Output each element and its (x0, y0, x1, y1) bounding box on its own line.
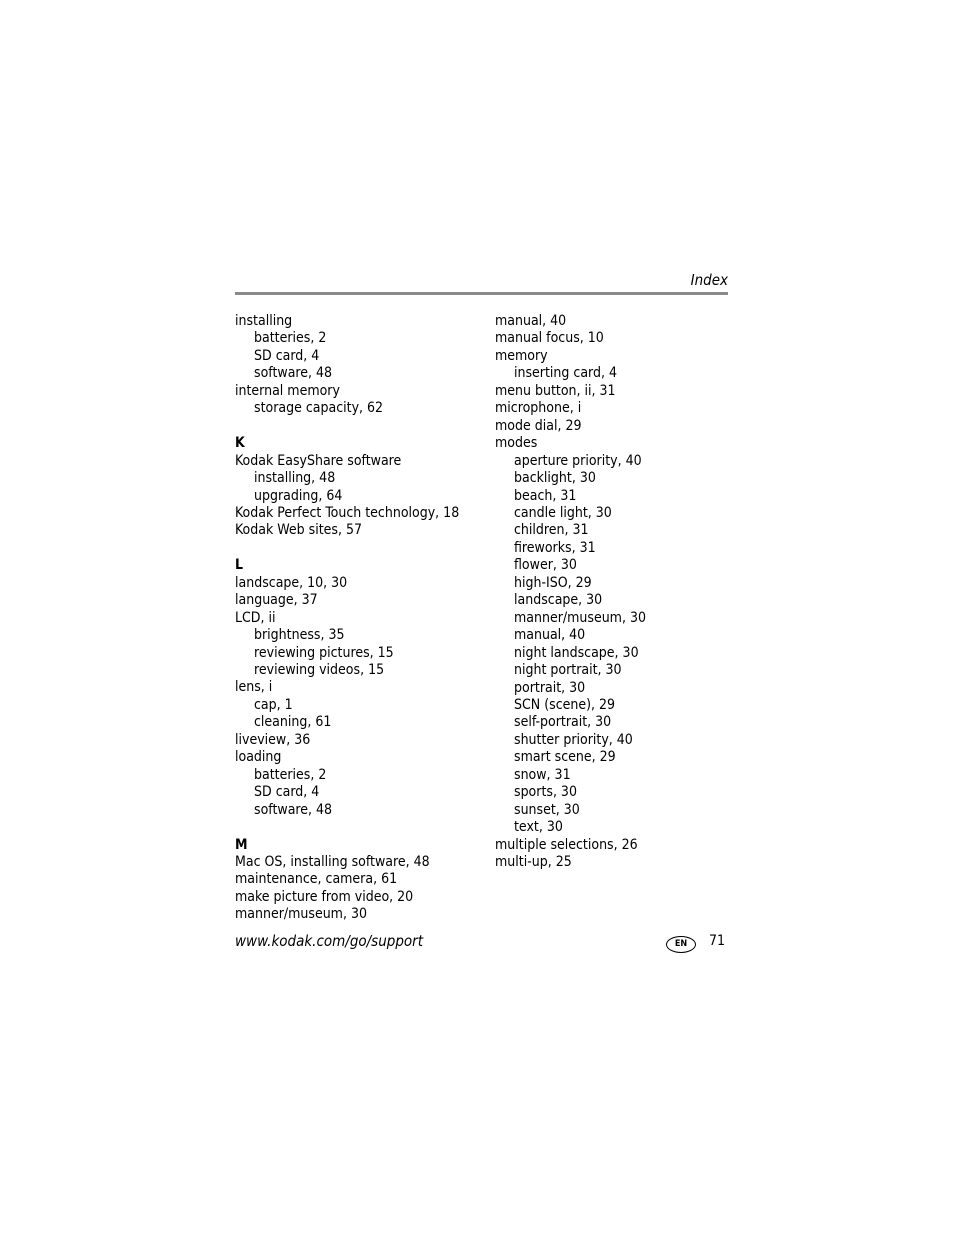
index-entry: menu button, ii, 31 (495, 382, 616, 399)
index-letter-heading: M (235, 836, 248, 853)
index-subentry: smart scene, 29 (514, 749, 616, 766)
index-subentry: storage capacity, 62 (254, 400, 384, 417)
index-subentry: fireworks, 31 (514, 539, 596, 556)
index-letter-heading: L (235, 557, 244, 574)
index-entry: LCD, ii (235, 609, 276, 626)
index-subentry: batteries, 2 (254, 766, 327, 783)
index-subentry: high-ISO, 29 (514, 574, 592, 591)
index-entry: mode dial, 29 (495, 417, 582, 434)
page-header-title: Index (690, 271, 728, 289)
header-divider (235, 292, 728, 295)
index-entry: liveview, 36 (235, 731, 311, 748)
index-column-right (495, 313, 725, 872)
index-subentry: batteries, 2 (254, 330, 327, 347)
index-subentry: upgrading, 64 (254, 487, 343, 504)
index-subentry: aperture priority, 40 (514, 452, 642, 469)
index-entry: make picture from video, 20 (235, 888, 414, 905)
index-entry: Kodak Web sites, 57 (235, 522, 362, 539)
index-entry: language, 37 (235, 592, 318, 609)
index-column-left (235, 313, 485, 924)
index-entry: modes (495, 435, 538, 452)
index-subentry: manner/museum, 30 (514, 609, 646, 626)
index-subentry: inserting card, 4 (514, 365, 617, 382)
index-entry: loading (235, 749, 282, 766)
index-entry: manual, 40 (495, 313, 567, 329)
index-entry: manner/museum, 30 (235, 906, 367, 923)
index-subentry: cleaning, 61 (254, 714, 332, 731)
index-subentry: shutter priority, 40 (514, 731, 633, 748)
index-subentry: backlight, 30 (514, 470, 596, 487)
index-subentry: manual, 40 (514, 627, 586, 644)
support-url-link[interactable]: www.kodak.com/go/support (235, 932, 423, 950)
index-subentry: flower, 30 (514, 557, 577, 574)
index-entry: microphone, i (495, 400, 582, 417)
index-subentry: installing, 48 (254, 470, 336, 487)
index-subentry: text, 30 (514, 819, 563, 836)
index-subentry: night portrait, 30 (514, 662, 622, 679)
page-number: 71 (709, 933, 726, 949)
index-entry: manual focus, 10 (495, 330, 604, 347)
index-entry: Mac OS, installing software, 48 (235, 854, 430, 870)
index-subentry: SD card, 4 (254, 784, 320, 801)
index-entry: landscape, 10, 30 (235, 574, 348, 591)
index-entry: multiple selections, 26 (495, 836, 638, 853)
index-subentry: reviewing videos, 15 (254, 662, 385, 679)
index-subentry: candle light, 30 (514, 504, 612, 521)
index-entry: maintenance, camera, 61 (235, 871, 398, 888)
index-entry: memory (495, 347, 548, 364)
index-subentry: landscape, 30 (514, 592, 603, 609)
index-subentry: sports, 30 (514, 784, 577, 801)
index-entry: Kodak EasyShare software (235, 452, 402, 469)
index-subentry: brightness, 35 (254, 627, 345, 644)
index-subentry: SCN (scene), 29 (514, 696, 616, 713)
index-subentry: children, 31 (514, 522, 589, 539)
index-entry: installing (235, 313, 293, 329)
language-badge: EN (666, 936, 696, 953)
index-subentry: night landscape, 30 (514, 644, 639, 661)
index-subentry: cap, 1 (254, 696, 293, 713)
index-subentry: software, 48 (254, 801, 333, 818)
index-subentry: self-portrait, 30 (514, 714, 612, 731)
index-entry: multi-up, 25 (495, 854, 572, 871)
index-entry: lens, i (235, 679, 273, 696)
index-subentry: sunset, 30 (514, 801, 580, 818)
index-letter-heading: K (235, 435, 245, 452)
index-subentry: beach, 31 (514, 487, 577, 504)
index-subentry: portrait, 30 (514, 679, 586, 696)
index-subentry: SD card, 4 (254, 347, 320, 364)
index-subentry: snow, 31 (514, 766, 571, 783)
index-entry: Kodak Perfect Touch technology, 18 (235, 504, 460, 521)
index-subentry: software, 48 (254, 365, 333, 382)
index-subentry: reviewing pictures, 15 (254, 644, 394, 661)
index-entry: internal memory (235, 382, 340, 399)
